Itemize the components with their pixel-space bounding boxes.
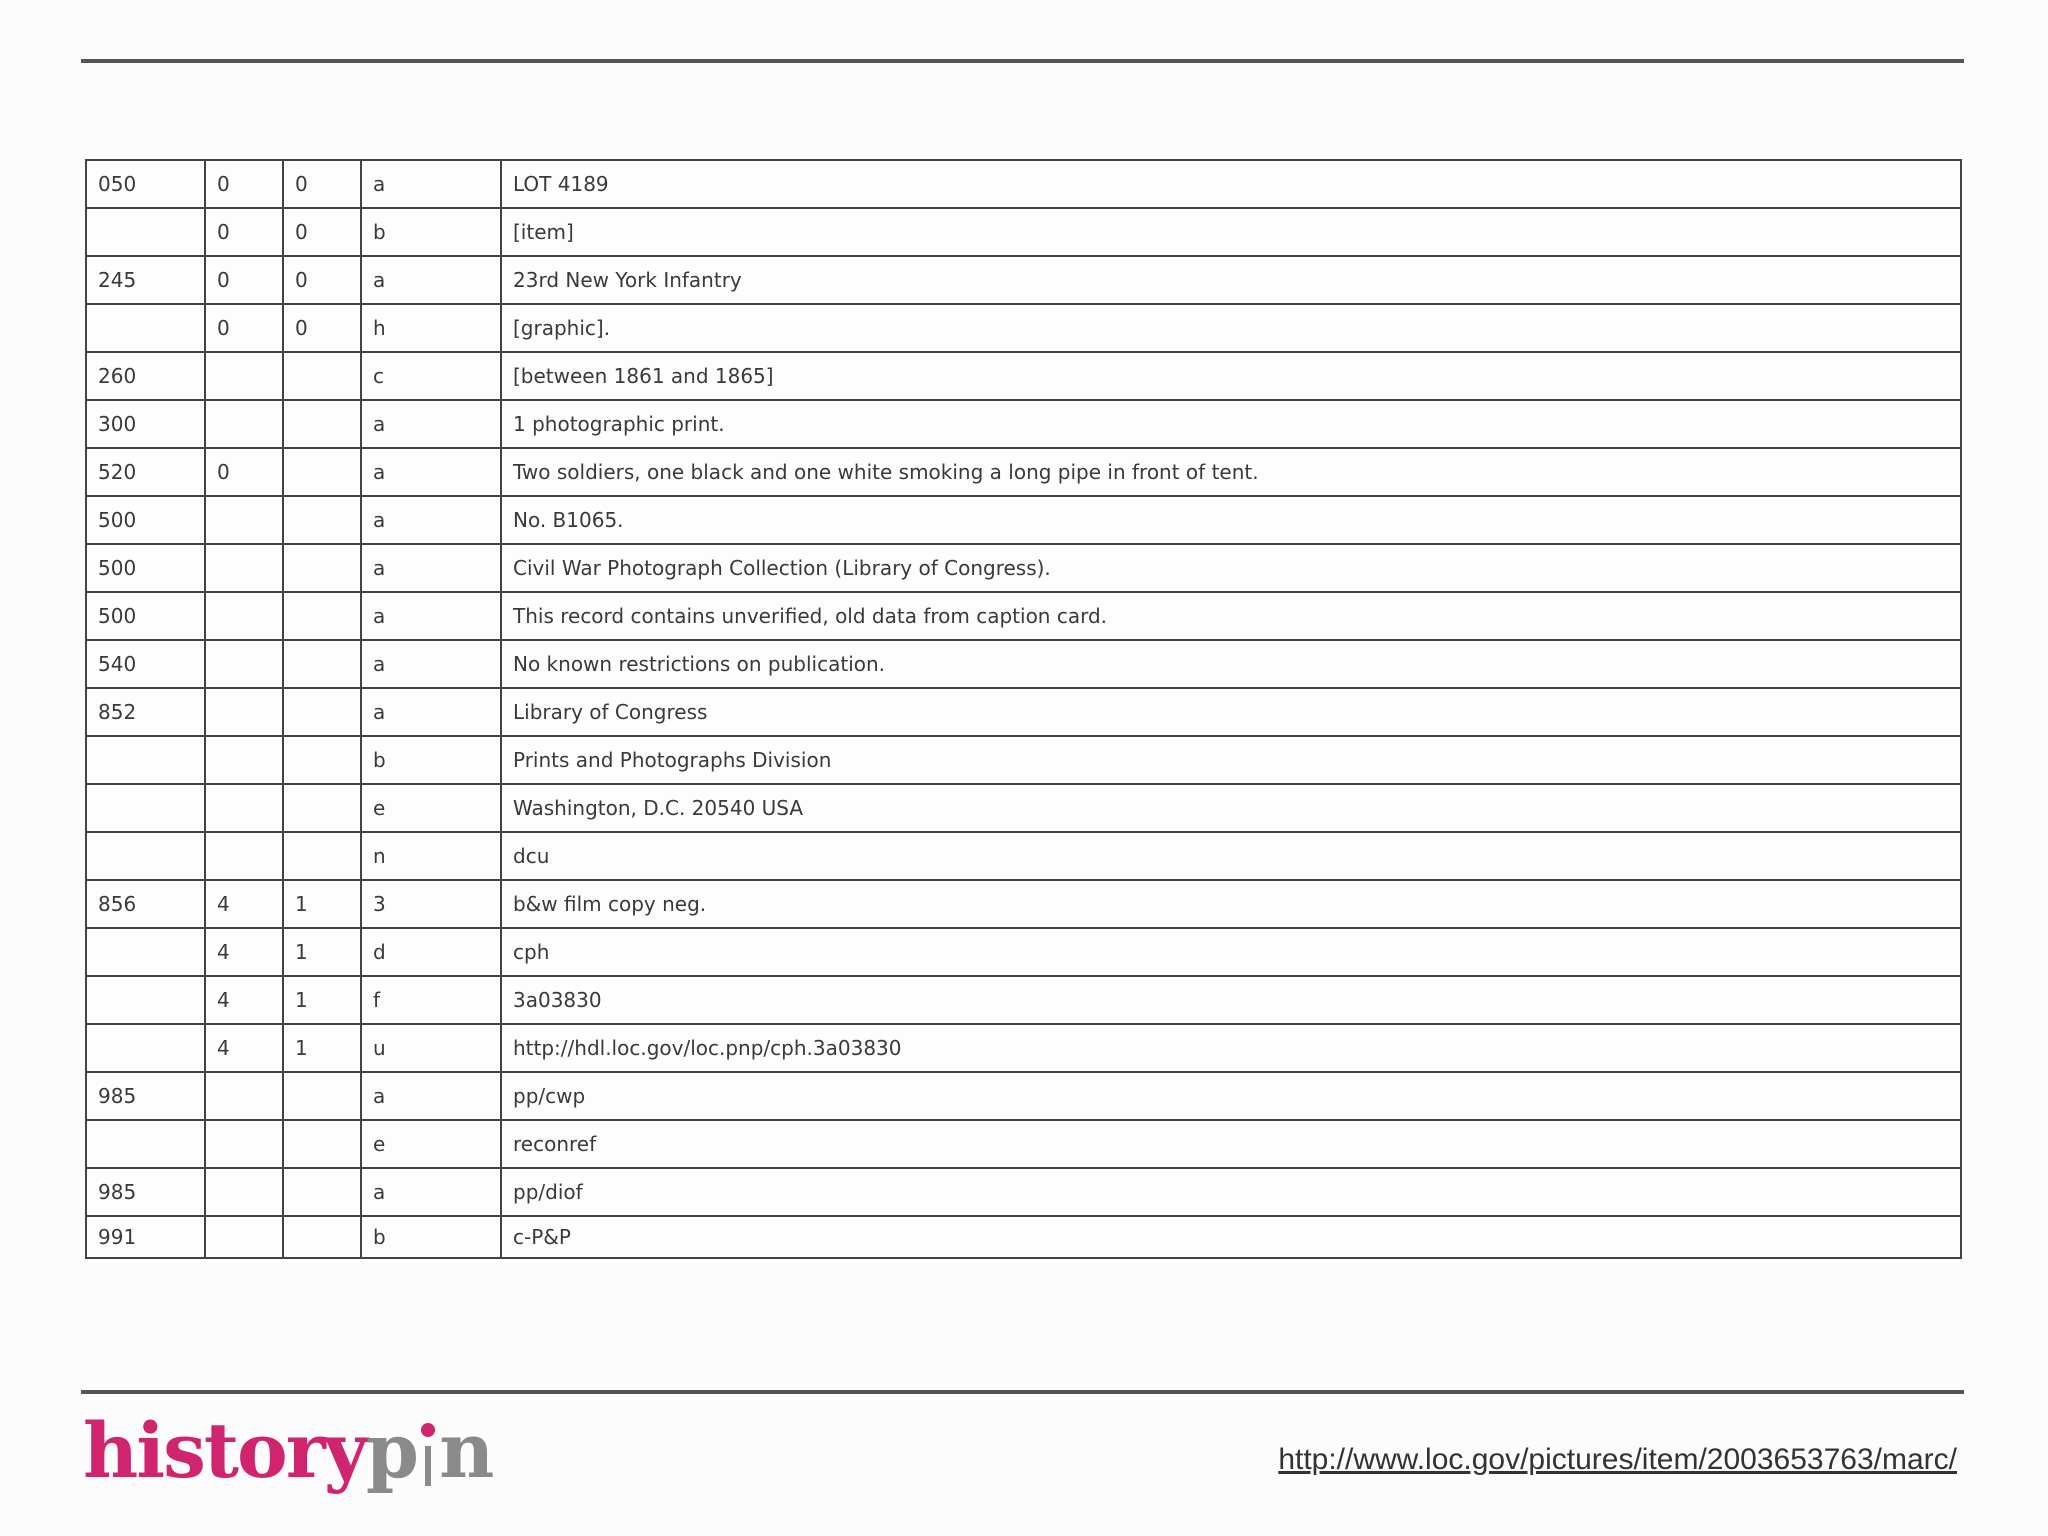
field-tag-cell: 300: [86, 400, 205, 448]
subfield-code-cell: h: [361, 304, 501, 352]
table-row: [86, 880, 1961, 928]
top-divider: [81, 59, 1964, 63]
historypin-logo[interactable]: [83, 1405, 492, 1495]
indicator-2-cell: 1: [283, 880, 361, 928]
subfield-code-cell: a: [361, 400, 501, 448]
table-row: [86, 1216, 1961, 1258]
subfield-value-cell: This record contains unverified, old data from caption card.: [501, 592, 1961, 640]
table-row: [86, 832, 1961, 880]
indicator-1-cell: [205, 640, 283, 688]
pin-marker-icon: [417, 1412, 439, 1488]
table-row: [86, 1168, 1961, 1216]
indicator-1-cell: [205, 1216, 283, 1258]
indicator-1-cell: [205, 592, 283, 640]
table-row: [86, 976, 1961, 1024]
field-tag-cell: 245: [86, 256, 205, 304]
indicator-2-cell: 1: [283, 976, 361, 1024]
subfield-code-cell: b: [361, 736, 501, 784]
indicator-2-cell: [283, 1168, 361, 1216]
indicator-1-cell: [205, 544, 283, 592]
table-row: [86, 1120, 1961, 1168]
indicator-1-cell: 0: [205, 208, 283, 256]
field-tag-cell: [86, 304, 205, 352]
subfield-code-cell: b: [361, 208, 501, 256]
subfield-value-cell: 23rd New York Infantry: [501, 256, 1961, 304]
subfield-value-cell: pp/diof: [501, 1168, 1961, 1216]
indicator-1-cell: [205, 1072, 283, 1120]
indicator-2-cell: [283, 640, 361, 688]
indicator-2-cell: 0: [283, 256, 361, 304]
subfield-value-cell: Washington, D.C. 20540 USA: [501, 784, 1961, 832]
field-tag-cell: 991: [86, 1216, 205, 1258]
subfield-code-cell: d: [361, 928, 501, 976]
field-tag-cell: 856: [86, 880, 205, 928]
indicator-2-cell: 0: [283, 304, 361, 352]
subfield-value-cell: [between 1861 and 1865]: [501, 352, 1961, 400]
field-tag-cell: [86, 832, 205, 880]
subfield-value-cell: Prints and Photographs Division: [501, 736, 1961, 784]
field-tag-cell: 985: [86, 1168, 205, 1216]
indicator-1-cell: [205, 400, 283, 448]
subfield-code-cell: a: [361, 688, 501, 736]
subfield-value-cell: c-P&P: [501, 1216, 1961, 1258]
field-tag-cell: 500: [86, 544, 205, 592]
table-row: [86, 784, 1961, 832]
table-row: [86, 448, 1961, 496]
table-row: [86, 688, 1961, 736]
table-row: [86, 592, 1961, 640]
subfield-value-cell: reconref: [501, 1120, 1961, 1168]
subfield-value-cell: cph: [501, 928, 1961, 976]
indicator-2-cell: 0: [283, 160, 361, 208]
table-row: [86, 736, 1961, 784]
field-tag-cell: [86, 736, 205, 784]
subfield-value-cell: LOT 4189: [501, 160, 1961, 208]
subfield-code-cell: f: [361, 976, 501, 1024]
field-tag-cell: [86, 208, 205, 256]
field-tag-cell: [86, 928, 205, 976]
subfield-value-cell: No known restrictions on publication.: [501, 640, 1961, 688]
indicator-2-cell: 0: [283, 208, 361, 256]
table-row: [86, 352, 1961, 400]
field-tag-cell: [86, 976, 205, 1024]
subfield-code-cell: 3: [361, 880, 501, 928]
field-tag-cell: 852: [86, 688, 205, 736]
subfield-value-cell: Two soldiers, one black and one white smoking a long pipe in front of tent.: [501, 448, 1961, 496]
field-tag-cell: 500: [86, 496, 205, 544]
logo-text-n: n: [439, 1405, 493, 1495]
field-tag-cell: 520: [86, 448, 205, 496]
indicator-2-cell: [283, 736, 361, 784]
indicator-2-cell: [283, 1216, 361, 1258]
indicator-2-cell: [283, 496, 361, 544]
indicator-1-cell: 0: [205, 448, 283, 496]
table-row: [86, 928, 1961, 976]
field-tag-cell: 540: [86, 640, 205, 688]
subfield-value-cell: No. B1065.: [501, 496, 1961, 544]
subfield-code-cell: a: [361, 496, 501, 544]
subfield-code-cell: n: [361, 832, 501, 880]
subfield-value-cell: b&w film copy neg.: [501, 880, 1961, 928]
subfield-value-cell: 1 photographic print.: [501, 400, 1961, 448]
subfield-code-cell: a: [361, 640, 501, 688]
subfield-code-cell: a: [361, 1168, 501, 1216]
indicator-1-cell: [205, 784, 283, 832]
table-row: [86, 160, 1961, 208]
indicator-1-cell: [205, 496, 283, 544]
field-tag-cell: [86, 784, 205, 832]
table-row: [86, 1024, 1961, 1072]
indicator-1-cell: [205, 736, 283, 784]
subfield-code-cell: e: [361, 1120, 501, 1168]
subfield-code-cell: e: [361, 784, 501, 832]
subfield-value-cell: Library of Congress: [501, 688, 1961, 736]
subfield-value-cell: http://hdl.loc.gov/loc.pnp/cph.3a03830: [501, 1024, 1961, 1072]
indicator-2-cell: [283, 784, 361, 832]
indicator-1-cell: 0: [205, 304, 283, 352]
subfield-code-cell: a: [361, 1072, 501, 1120]
table-row: [86, 640, 1961, 688]
logo-text-p: p: [365, 1405, 418, 1495]
subfield-value-cell: pp/cwp: [501, 1072, 1961, 1120]
subfield-code-cell: c: [361, 352, 501, 400]
subfield-value-cell: dcu: [501, 832, 1961, 880]
indicator-1-cell: [205, 1168, 283, 1216]
table-row: [86, 1072, 1961, 1120]
indicator-2-cell: 1: [283, 928, 361, 976]
indicator-2-cell: [283, 1120, 361, 1168]
table-row: [86, 208, 1961, 256]
subfield-value-cell: 3a03830: [501, 976, 1961, 1024]
indicator-1-cell: [205, 352, 283, 400]
indicator-2-cell: [283, 688, 361, 736]
indicator-2-cell: [283, 400, 361, 448]
subfield-value-cell: [graphic].: [501, 304, 1961, 352]
subfield-code-cell: a: [361, 592, 501, 640]
indicator-2-cell: [283, 544, 361, 592]
subfield-code-cell: a: [361, 544, 501, 592]
field-tag-cell: [86, 1024, 205, 1072]
table-row: [86, 544, 1961, 592]
source-url-link[interactable]: http://www.loc.gov/pictures/item/2003653763/marc/: [1278, 1443, 1957, 1476]
field-tag-cell: [86, 1120, 205, 1168]
indicator-1-cell: [205, 688, 283, 736]
indicator-2-cell: [283, 832, 361, 880]
table-row: [86, 304, 1961, 352]
field-tag-cell: 050: [86, 160, 205, 208]
subfield-code-cell: b: [361, 1216, 501, 1258]
field-tag-cell: 500: [86, 592, 205, 640]
indicator-1-cell: [205, 832, 283, 880]
logo-text-history: history: [83, 1405, 366, 1495]
indicator-1-cell: 4: [205, 1024, 283, 1072]
subfield-code-cell: u: [361, 1024, 501, 1072]
subfield-code-cell: a: [361, 160, 501, 208]
indicator-1-cell: 4: [205, 976, 283, 1024]
field-tag-cell: 985: [86, 1072, 205, 1120]
subfield-code-cell: a: [361, 256, 501, 304]
indicator-2-cell: 1: [283, 1024, 361, 1072]
indicator-2-cell: [283, 352, 361, 400]
table-row: [86, 496, 1961, 544]
marc-record-table: [85, 159, 1962, 1259]
field-tag-cell: 260: [86, 352, 205, 400]
subfield-value-cell: [item]: [501, 208, 1961, 256]
indicator-1-cell: 0: [205, 256, 283, 304]
indicator-1-cell: 4: [205, 928, 283, 976]
indicator-1-cell: [205, 1120, 283, 1168]
indicator-2-cell: [283, 448, 361, 496]
subfield-code-cell: a: [361, 448, 501, 496]
table-row: [86, 400, 1961, 448]
indicator-2-cell: [283, 1072, 361, 1120]
subfield-value-cell: Civil War Photograph Collection (Library of Congress).: [501, 544, 1961, 592]
table-row: [86, 256, 1961, 304]
bottom-divider: [81, 1390, 1964, 1394]
indicator-2-cell: [283, 592, 361, 640]
indicator-1-cell: 0: [205, 160, 283, 208]
indicator-1-cell: 4: [205, 880, 283, 928]
